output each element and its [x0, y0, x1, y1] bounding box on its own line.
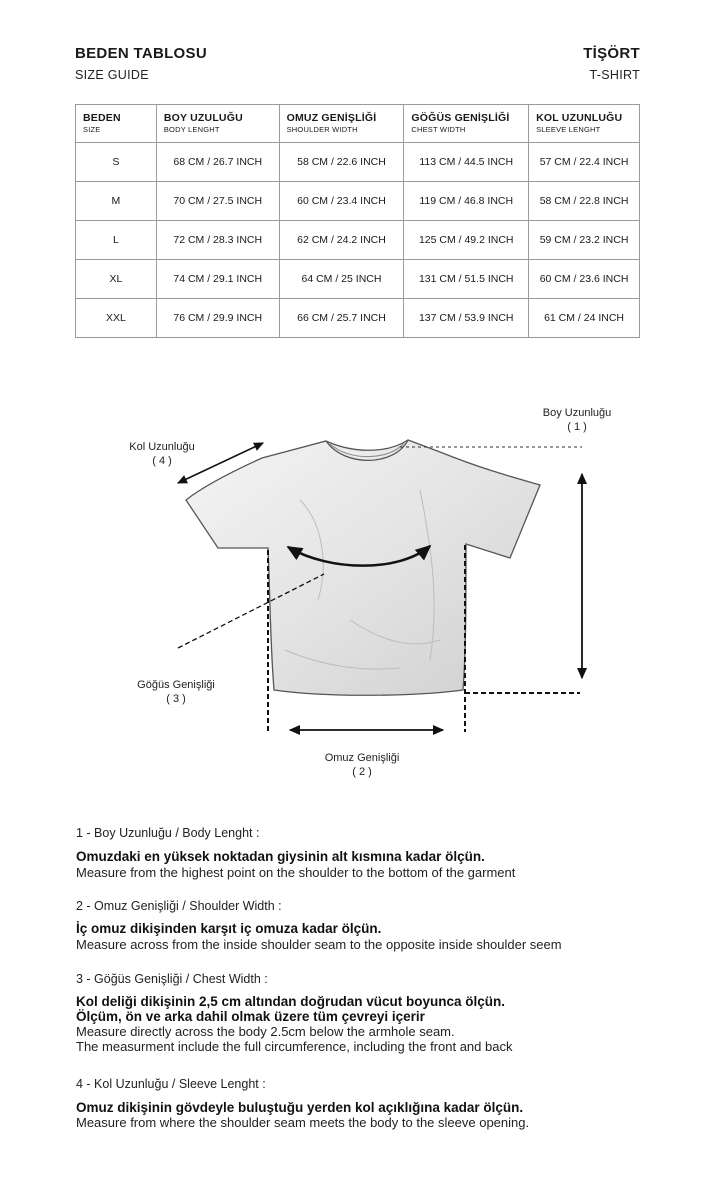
size-table — [75, 104, 640, 338]
body-length-number: ( 1 ) — [567, 421, 587, 433]
description-heading: 3 - Göğüs Genişliği / Chest Width : — [76, 972, 268, 986]
shoulder-width-cell: 66 CM / 25.7 INCH — [279, 299, 404, 338]
column-header-tr: BOY UZULUĞU — [163, 112, 243, 124]
description-shoulder-width — [76, 899, 562, 952]
body-length-cell: 74 CM / 29.1 INCH — [156, 260, 279, 299]
description-sleeve-length — [76, 1077, 529, 1130]
column-header-tr: KOL UZUNLUĞU — [536, 112, 623, 124]
column-header-en: SHOULDER WIDTH — [286, 125, 358, 134]
body-length-cell: 70 CM / 27.5 INCH — [156, 182, 279, 221]
column-header-body-length — [156, 105, 279, 143]
description-tr: İç omuz dikişinden karşıt iç omuza kadar ölçün. — [76, 921, 382, 936]
table-row — [76, 182, 640, 221]
shoulder-width-label — [302, 751, 422, 779]
column-header-en: BODY LENGHT — [163, 125, 220, 134]
column-header-en: SIZE — [83, 125, 101, 134]
column-header-size — [76, 105, 157, 143]
description-en: Measure directly across the body 2.5cm below the armhole seam. — [76, 1024, 455, 1039]
body-length-name: Boy Uzunluğu — [542, 407, 612, 419]
shoulder-width-number: ( 2 ) — [352, 766, 372, 778]
table-row — [76, 221, 640, 260]
table-header-row — [76, 105, 640, 143]
size-cell: XXL — [76, 299, 157, 338]
sleeve-length-cell: 61 CM / 24 INCH — [529, 299, 640, 338]
tshirt-body — [186, 440, 540, 695]
column-header-tr: OMUZ GENİŞLİĞİ — [286, 112, 377, 124]
chest-width-cell: 113 CM / 44.5 INCH — [404, 143, 529, 182]
shoulder-width-cell: 62 CM / 24.2 INCH — [279, 221, 404, 260]
body-length-cell: 72 CM / 28.3 INCH — [156, 221, 279, 260]
description-en: Measure from the highest point on the shoulder to the bottom of the garment — [76, 865, 516, 880]
size-guide-title: BEDEN TABLOSU — [75, 45, 207, 62]
table-row — [76, 260, 640, 299]
description-heading: 2 - Omuz Genişliği / Shoulder Width : — [76, 899, 282, 913]
sleeve-length-cell: 58 CM / 22.8 INCH — [529, 182, 640, 221]
description-en: The measurment include the full circumference, including the front and back — [76, 1039, 513, 1054]
shoulder-width-cell: 58 CM / 22.6 INCH — [279, 143, 404, 182]
tshirt-illustration — [186, 440, 540, 695]
column-header-chest-width — [404, 105, 529, 143]
description-chest-width — [76, 972, 512, 1054]
size-cell: XL — [76, 260, 157, 299]
description-heading: 1 - Boy Uzunluğu / Body Lenght : — [76, 826, 260, 840]
sleeve-length-number: ( 4 ) — [152, 455, 172, 467]
product-type-title: TİŞÖRT — [583, 45, 640, 62]
description-body-length — [76, 826, 515, 880]
description-tr: Kol deliği dikişinin 2,5 cm altından doğrudan vücut boyunca ölçün. — [76, 994, 506, 1009]
sleeve-length-cell: 57 CM / 22.4 INCH — [529, 143, 640, 182]
shoulder-width-cell: 64 CM / 25 INCH — [279, 260, 404, 299]
shoulder-width-cell: 60 CM / 23.4 INCH — [279, 182, 404, 221]
column-header-tr: BEDEN — [83, 112, 121, 124]
size-cell: S — [76, 143, 157, 182]
shoulder-width-name: Omuz Genişliği — [324, 752, 400, 764]
body-length-cell: 76 CM / 29.9 INCH — [156, 299, 279, 338]
sleeve-length-cell: 60 CM / 23.6 INCH — [529, 260, 640, 299]
column-header-en: SLEEVE LENGHT — [536, 125, 601, 134]
description-tr: Omuz dikişinin gövdeyle buluştuğu yerden kol açıklığına kadar ölçün. — [76, 1100, 524, 1115]
size-cell: M — [76, 182, 157, 221]
description-tr: Omuzdaki en yüksek noktadan giysinin alt kısmına kadar ölçün. — [76, 849, 485, 864]
description-tr: Ölçüm, ön ve arka dahil olmak üzere tüm çevreyi içerir — [76, 1009, 425, 1024]
size-guide-subtitle: SIZE GUIDE — [75, 68, 149, 82]
body-length-label — [520, 406, 634, 434]
chest-width-cell: 137 CM / 53.9 INCH — [404, 299, 529, 338]
description-en: Measure from where the shoulder seam meets the body to the sleeve opening. — [76, 1115, 530, 1130]
column-header-sleeve-length — [529, 105, 640, 143]
sleeve-length-name: Kol Uzunluğu — [129, 441, 195, 453]
description-en: Measure across from the inside shoulder seam to the opposite inside shoulder seem — [76, 937, 562, 952]
table-row — [76, 299, 640, 338]
column-header-en: CHEST WIDTH — [411, 125, 466, 134]
chest-width-name: Göğüs Genişliği — [137, 679, 215, 691]
column-header-tr: GÖĞÜS GENİŞLİĞİ — [411, 112, 510, 124]
product-type-subtitle: T-SHIRT — [589, 68, 640, 82]
chest-width-cell: 125 CM / 49.2 INCH — [404, 221, 529, 260]
size-cell: L — [76, 221, 157, 260]
table-row — [76, 143, 640, 182]
body-length-cell: 68 CM / 26.7 INCH — [156, 143, 279, 182]
chest-width-number: ( 3 ) — [166, 693, 186, 705]
sleeve-length-cell: 59 CM / 23.2 INCH — [529, 221, 640, 260]
description-heading: 4 - Kol Uzunluğu / Sleeve Lenght : — [76, 1077, 266, 1091]
chest-width-cell: 131 CM / 51.5 INCH — [404, 260, 529, 299]
column-header-shoulder-width — [279, 105, 404, 143]
chest-width-label — [116, 678, 236, 706]
chest-width-cell: 119 CM / 46.8 INCH — [404, 182, 529, 221]
sleeve-length-label — [108, 440, 216, 468]
